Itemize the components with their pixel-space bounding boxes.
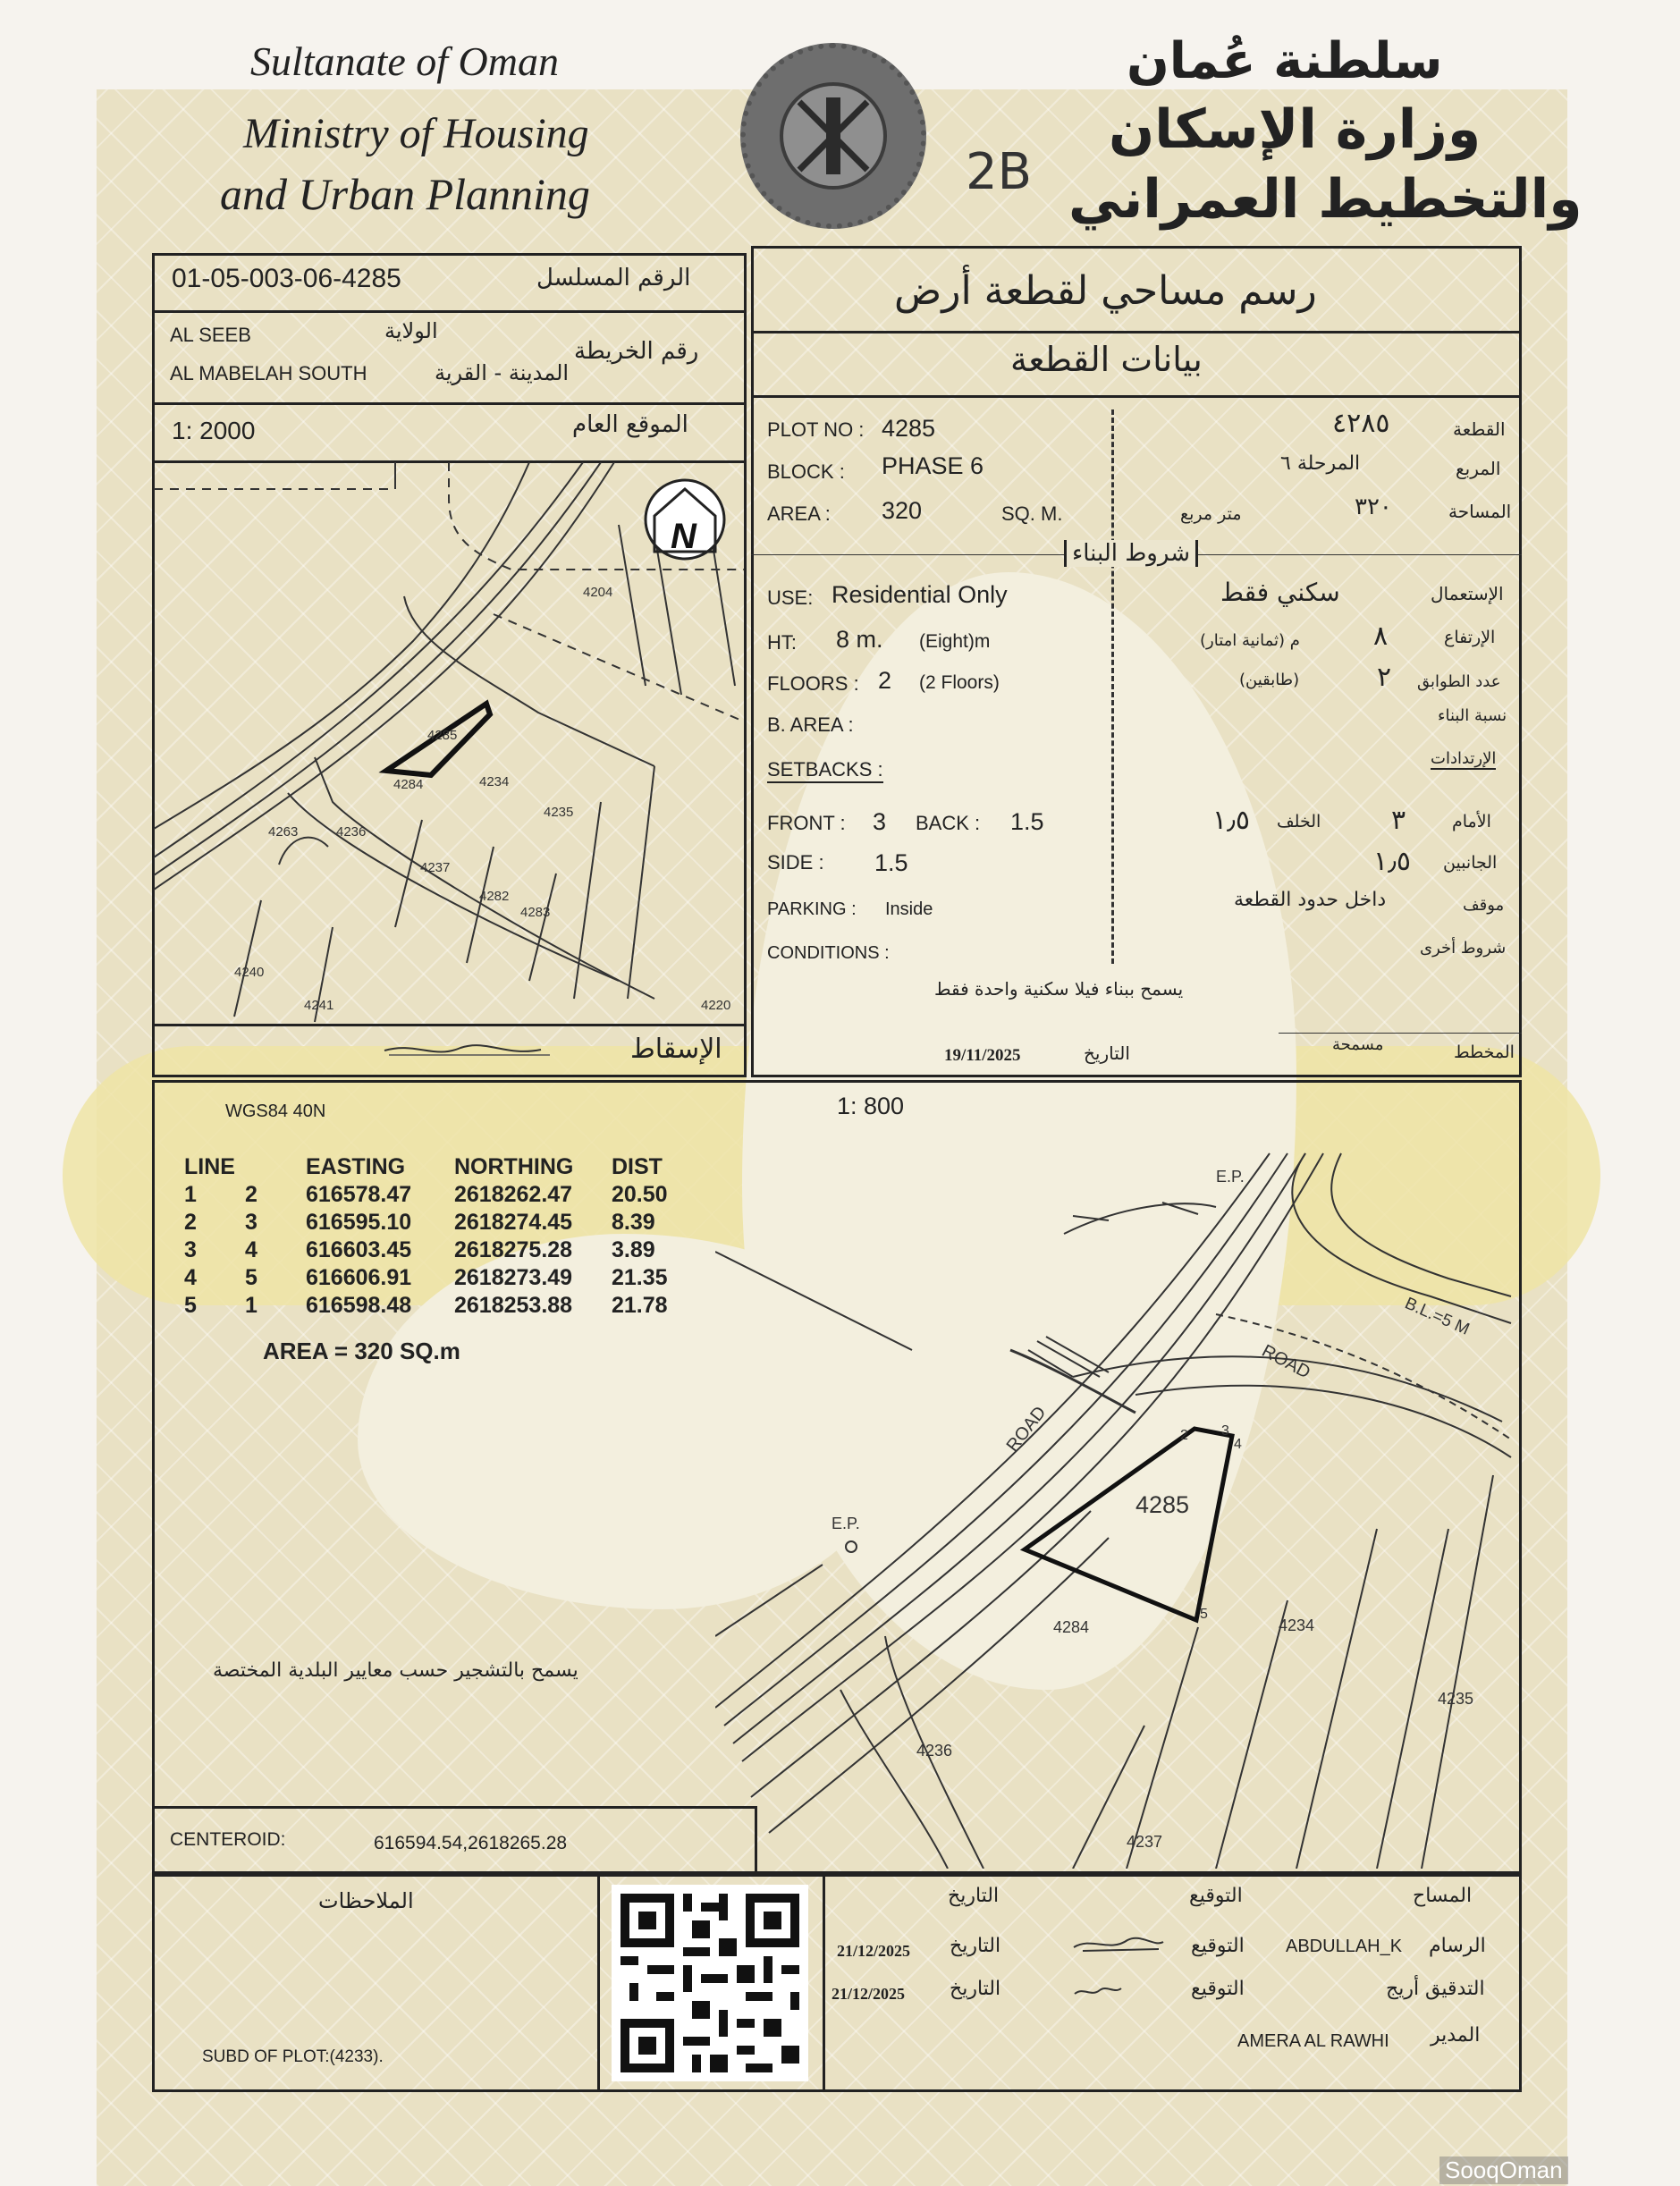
divider — [751, 331, 1522, 333]
header-ministry-ar-1: وزارة الإسكان — [1109, 98, 1482, 161]
side-ar: ١٫٥ — [1373, 846, 1411, 877]
coordinates-table — [177, 1153, 675, 1320]
floors-value: 2 — [878, 667, 892, 694]
floors-words: (2 Floors) — [919, 672, 1000, 693]
drafter-name: ABDULLAH_K — [1286, 1937, 1403, 1956]
surveyor-label: المساح — [1413, 1885, 1473, 1907]
location-scale: 1: 2000 — [172, 417, 256, 444]
director-name: AMERA AL RAWHI — [1237, 2031, 1389, 2051]
surveyor-date-label: التاريخ — [948, 1885, 1000, 1907]
ep-label-2: E.P. — [1216, 1168, 1245, 1186]
notes-label: الملاحظات — [318, 1888, 414, 1913]
detail-scale: 1: 800 — [837, 1093, 905, 1119]
vertex-5: 5 — [1200, 1607, 1208, 1622]
height-value: 8 m. — [836, 626, 883, 653]
conditions-label-ar: شروط أخرى — [1420, 939, 1507, 958]
drafter-signature — [1069, 1931, 1168, 1958]
svg-text:N: N — [671, 517, 696, 556]
building-area-label: B. AREA : — [767, 713, 854, 736]
floors-label-ar: عدد الطوابق — [1417, 672, 1501, 691]
area-ar: ٣٢٠ — [1355, 494, 1392, 520]
header-country-ar: سلطنة عُمان — [1127, 32, 1443, 90]
use-label: USE: — [767, 587, 814, 609]
parking-label-ar: موقف — [1463, 896, 1505, 915]
north-arrow-icon — [646, 480, 724, 559]
serial-number: 01-05-003-06-4285 — [172, 264, 401, 293]
projection-label: الإسقاط — [630, 1034, 722, 1065]
plot-date: 19/11/2025 — [944, 1046, 1021, 1065]
emblem-seal — [740, 43, 926, 229]
conditions-title: شروط البناء — [1064, 540, 1198, 567]
svg-text:4284: 4284 — [393, 777, 424, 792]
detail-label-4234: 4234 — [1279, 1616, 1315, 1634]
svg-text:4237: 4237 — [420, 860, 451, 875]
detail-map — [715, 1100, 1520, 1869]
subdivision-note: SUBD OF PLOT:(4233). — [202, 2047, 384, 2066]
plot-panel-subtitle: بيانات القطعة — [1010, 340, 1203, 379]
watermark: SooqOman — [1439, 2156, 1568, 2184]
side-label-ar: الجانبين — [1443, 853, 1498, 873]
detail-label-4284: 4284 — [1053, 1618, 1090, 1636]
total-area: AREA = 320 SQ.m — [263, 1338, 460, 1364]
col-dist: DIST — [612, 1154, 663, 1179]
plot-no-ar: ٤٢٨٥ — [1332, 408, 1390, 439]
wilayat-label: الولاية — [384, 318, 438, 343]
col-easting: EASTING — [306, 1154, 406, 1179]
header-ministry-en-1: Ministry of Housing — [243, 110, 589, 157]
conditions-label: CONDITIONS : — [767, 943, 890, 963]
tree-note: يسمح بالتشجير حسب معايير البلدية المختصة — [213, 1659, 578, 1682]
svg-text:4220: 4220 — [701, 998, 731, 1013]
height-label-ar: الإرتفاع — [1444, 628, 1496, 647]
divider — [152, 1806, 756, 1809]
back-label: BACK : — [916, 812, 981, 834]
detail-label-4237: 4237 — [1127, 1833, 1163, 1851]
area-label: AREA : — [767, 502, 831, 525]
back-label-ar: الخلف — [1277, 812, 1321, 831]
checker-signature — [1071, 1979, 1125, 2003]
wilayat-value: AL SEEB — [170, 324, 251, 346]
projection-signature — [380, 1037, 559, 1064]
village-value: AL MABELAH SOUTH — [170, 362, 367, 384]
building-line-label: B.L.=5 M — [1401, 1294, 1473, 1339]
floors-label: FLOORS : — [767, 672, 859, 695]
planner-label: المخطط — [1454, 1042, 1515, 1062]
plot-panel-title: رسم مساحي لقطعة أرض — [894, 268, 1317, 314]
checker-date-label: التاريخ — [950, 1978, 1001, 2000]
svg-text:4283: 4283 — [520, 905, 551, 920]
block-value: PHASE 6 — [882, 452, 984, 479]
col-line: LINE — [184, 1154, 235, 1179]
planner-value: مسمحة — [1332, 1035, 1384, 1054]
front-value: 3 — [873, 808, 887, 835]
table-row: 4 5 616606.91 2618273.49 21.35 — [184, 1265, 668, 1290]
area-label-ar: المساحة — [1448, 501, 1512, 522]
setbacks-label-ar: الإرتدادات — [1431, 749, 1497, 768]
svg-text:4282: 4282 — [479, 889, 510, 904]
parking-value: Inside — [885, 899, 933, 919]
qr-code-icon — [612, 1885, 808, 2081]
vertex-2: 2 — [1180, 1428, 1188, 1443]
height-ar: ٨ — [1373, 620, 1389, 652]
svg-text:4204: 4204 — [583, 585, 613, 600]
drafter-date: 21/12/2025 — [837, 1942, 911, 1960]
block-label-ar: المربع — [1456, 458, 1501, 479]
road-label-1: ROAD — [1002, 1402, 1051, 1456]
back-value: 1.5 — [1010, 808, 1044, 835]
use-label-ar: الإستعمال — [1431, 583, 1504, 604]
drafter-label: الرسام — [1429, 1935, 1486, 1957]
svg-text:4240: 4240 — [234, 965, 265, 980]
area-unit: SQ. M. — [1001, 502, 1063, 525]
use-ar: سكني فقط — [1220, 578, 1340, 607]
use-value: Residential Only — [832, 581, 1008, 608]
village-label: المدينة - القرية — [435, 360, 570, 385]
table-row: 1 2 616578.47 2618262.47 20.50 — [184, 1182, 668, 1207]
height-label: HT: — [767, 631, 797, 654]
svg-text:4285: 4285 — [427, 728, 458, 743]
header-ministry-en-2: and Urban Planning — [220, 169, 590, 219]
checker-label: التدقيق أريج — [1386, 1978, 1485, 2000]
table-row: 3 4 616603.45 2618275.28 3.89 — [184, 1237, 655, 1262]
location-map — [154, 462, 746, 1023]
checker-signature-label: التوقيع — [1191, 1978, 1245, 2000]
projection: WGS84 40N — [225, 1101, 326, 1121]
emblem-icon — [746, 48, 921, 224]
block-label: BLOCK : — [767, 460, 845, 483]
side-value: 1.5 — [874, 849, 908, 876]
plot-label-ar: القطعة — [1453, 418, 1506, 440]
plot-no-label: PLOT NO : — [767, 418, 865, 441]
location-map-labels — [234, 585, 730, 1013]
road-label-2: ROAD — [1258, 1340, 1314, 1383]
serial-label: الرقم المسلسل — [536, 265, 691, 291]
electric-pole-icon — [846, 1541, 857, 1552]
svg-text:4263: 4263 — [268, 824, 299, 840]
checker-date: 21/12/2025 — [832, 1985, 906, 2003]
divider — [751, 395, 1522, 398]
area-unit-ar: متر مربع — [1180, 504, 1242, 524]
height-unit-ar: م (ثمانية امتار) — [1200, 631, 1300, 650]
front-ar: ٣ — [1391, 805, 1406, 836]
divider — [823, 1874, 825, 2092]
divider — [1279, 1033, 1522, 1034]
front-label-ar: الأمام — [1452, 812, 1491, 831]
floors-ar: ٢ — [1377, 662, 1392, 693]
divider — [152, 402, 747, 405]
director-label: المدير — [1431, 2024, 1481, 2047]
handwritten-mark: 2B — [966, 143, 1033, 201]
detail-plot-label: 4285 — [1135, 1491, 1190, 1518]
plot-date-label: التاريخ — [1084, 1042, 1130, 1064]
area-value: 320 — [882, 497, 923, 524]
vertex-3: 3 — [1221, 1423, 1229, 1439]
header-country-en: Sultanate of Oman — [250, 38, 559, 84]
table-row: 2 3 616595.10 2618274.45 8.39 — [184, 1210, 655, 1235]
setbacks-label: SETBACKS : — [767, 758, 883, 783]
parking-ar: داخل حدود القطعة — [1234, 889, 1387, 911]
side-label: SIDE : — [767, 851, 824, 874]
table-row: 5 1 616598.48 2618253.88 21.78 — [184, 1293, 668, 1318]
location-label: الموقع العام — [572, 411, 688, 438]
condition-note: يسمح ببناء فيلا سكنية واحدة فقط — [934, 978, 1184, 1000]
parking-label: PARKING : — [767, 899, 857, 919]
block-ar: المرحلة ٦ — [1280, 452, 1361, 475]
svg-text:4241: 4241 — [304, 998, 334, 1013]
svg-text:4234: 4234 — [479, 774, 510, 789]
divider — [152, 1024, 747, 1026]
floors-words-ar: (طابقين) — [1239, 671, 1300, 689]
building-area-label-ar: نسبة البناء — [1438, 706, 1507, 725]
map-number-label: رقم الخريطة — [574, 338, 699, 365]
centroid-label: CENTEROID: — [170, 1829, 286, 1850]
detail-label-4236: 4236 — [916, 1742, 953, 1760]
svg-text:4235: 4235 — [544, 805, 574, 820]
drafter-signature-label: التوقيع — [1191, 1935, 1245, 1957]
surveyor-signature-label: التوقيع — [1189, 1885, 1243, 1907]
plot-no: 4285 — [882, 415, 936, 442]
drafter-date-label: التاريخ — [950, 1935, 1001, 1957]
divider — [152, 310, 747, 313]
col-northing: NORTHING — [454, 1154, 574, 1179]
column-divider — [1111, 409, 1114, 964]
divider — [597, 1874, 600, 2092]
front-label: FRONT : — [767, 812, 846, 834]
detail-label-4235: 4235 — [1438, 1690, 1474, 1708]
height-words: (Eight)m — [919, 631, 991, 652]
centroid-value: 616594.54,2618265.28 — [374, 1833, 568, 1853]
svg-text:4236: 4236 — [336, 824, 367, 840]
header-ministry-ar-2: والتخطيط العمراني — [1068, 168, 1583, 231]
back-ar: ١٫٥ — [1212, 805, 1250, 836]
vertex-4: 4 — [1234, 1437, 1242, 1452]
ep-label-1: E.P. — [832, 1515, 860, 1532]
table-header-row — [177, 1153, 675, 1181]
